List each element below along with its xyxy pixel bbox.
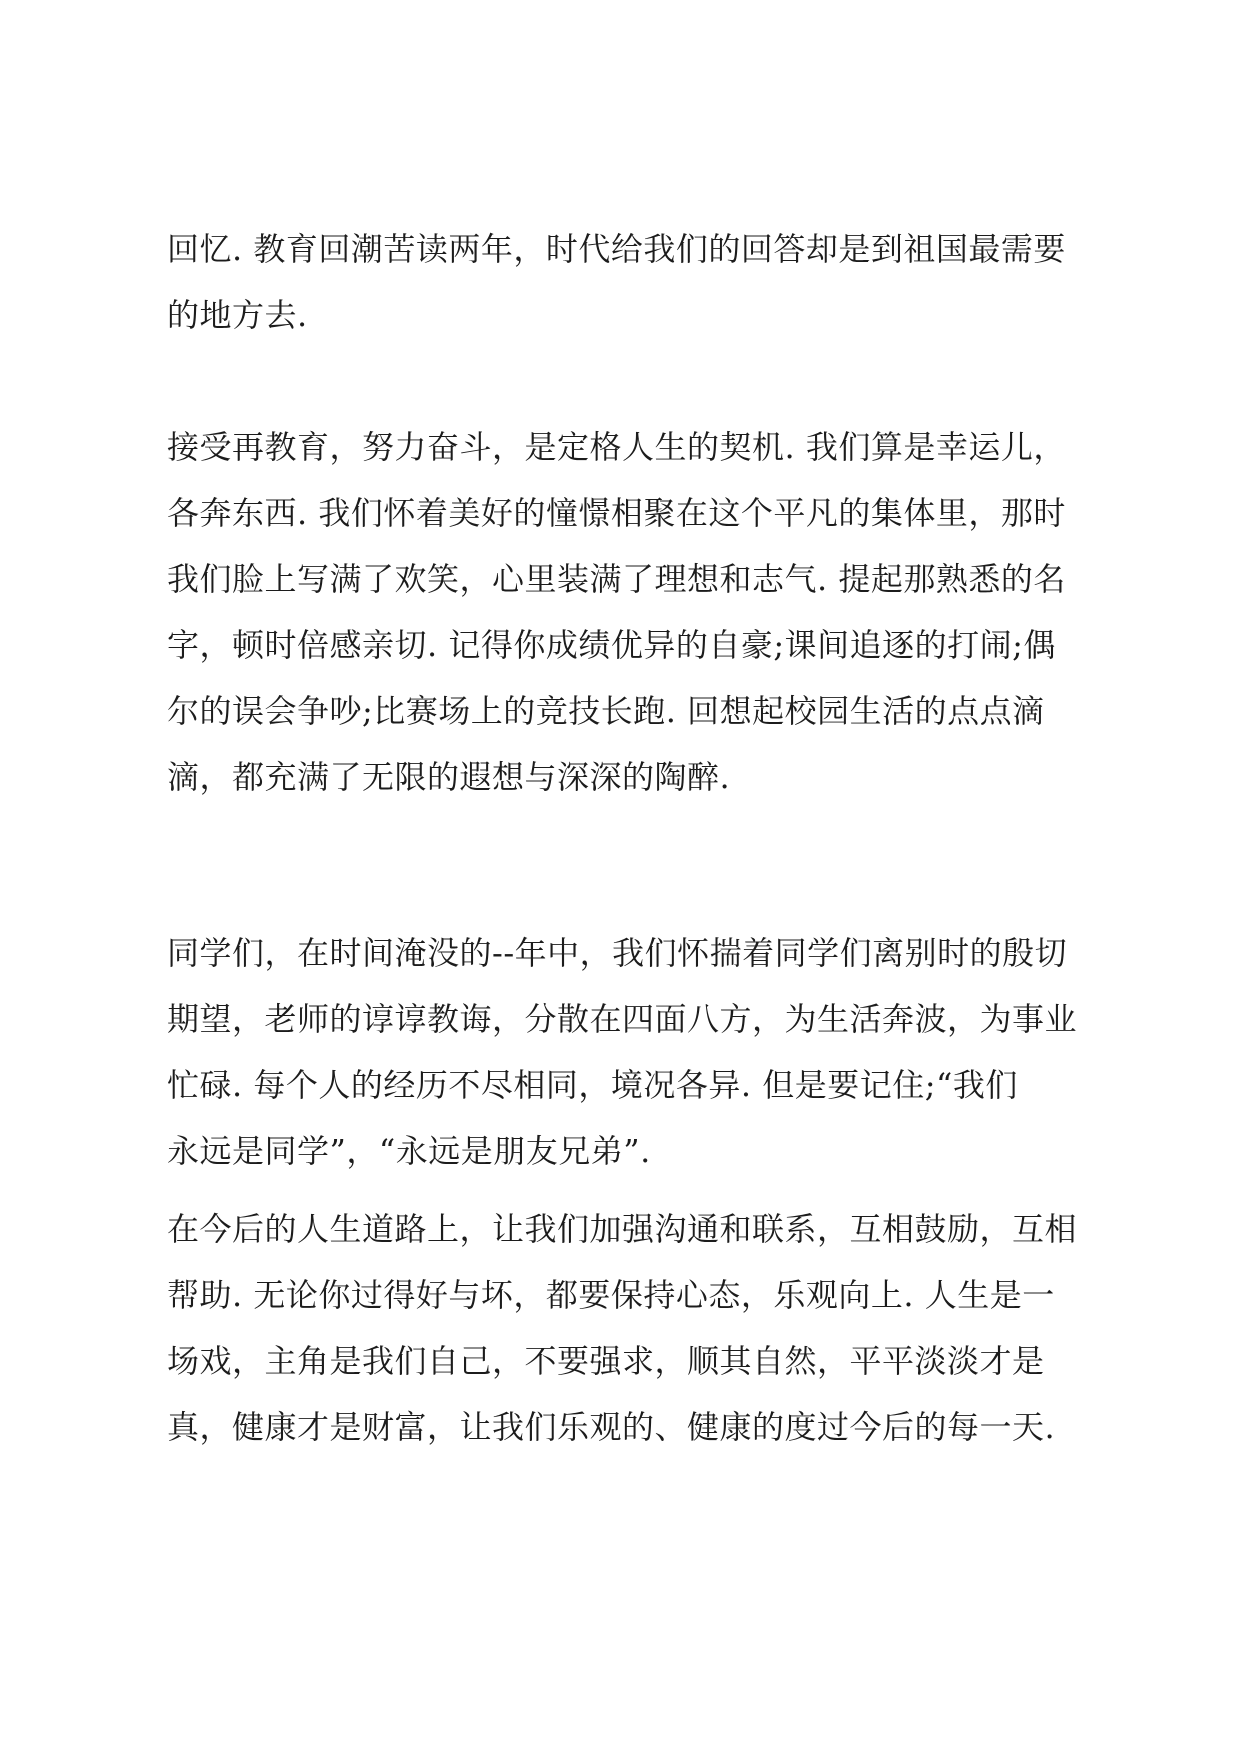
- text-line: 的地方去.: [167, 296, 308, 334]
- text-line: 帮助. 无论你过得好与坏，都要保持心态，乐观向上. 人生是一: [167, 1276, 1055, 1314]
- text-line: 各奔东西. 我们怀着美好的憧憬相聚在这个平凡的集体里，那时: [167, 494, 1066, 532]
- paragraph-1: [167, 216, 1097, 348]
- text-line: 在今后的人生道路上，让我们加强沟通和联系，互相鼓励，互相: [167, 1210, 1078, 1248]
- text-line: 期望，老师的谆谆教诲，分散在四面八方，为生活奔波，为事业: [167, 1000, 1078, 1038]
- text-line: 永远是同学”，“永远是朋友兄弟”.: [167, 1132, 651, 1170]
- paragraph-4: [167, 1196, 1097, 1460]
- text-line: 接受再教育，努力奋斗，是定格人生的契机. 我们算是幸运儿，: [167, 428, 1066, 466]
- text-line: 我们脸上写满了欢笑，心里装满了理想和志气. 提起那熟悉的名: [167, 560, 1066, 598]
- paragraph-2: [167, 414, 1097, 810]
- text-line: 滴，都充满了无限的遐想与深深的陶醉.: [167, 758, 731, 796]
- text-line: 真，健康才是财富，让我们乐观的、健康的度过今后的每一天.: [167, 1408, 1056, 1446]
- text-line: 场戏，主角是我们自己，不要强求，顺其自然，平平淡淡才是: [167, 1342, 1045, 1380]
- text-line: 尔的误会争吵;比赛场上的竞技长跑. 回想起校园生活的点点滴: [167, 692, 1045, 730]
- text-line: 字，顿时倍感亲切. 记得你成绩优异的自豪;课间追逐的打闹;偶: [167, 626, 1056, 664]
- text-line: 忙碌. 每个人的经历不尽相同，境况各异. 但是要记住;“我们: [167, 1066, 1018, 1104]
- paragraph-3: [167, 920, 1097, 1184]
- text-line: 回忆. 教育回潮苦读两年，时代给我们的回答却是到祖国最需要: [167, 230, 1066, 268]
- text-line: 同学们，在时间淹没的--年中，我们怀揣着同学们离别时的殷切: [167, 934, 1068, 972]
